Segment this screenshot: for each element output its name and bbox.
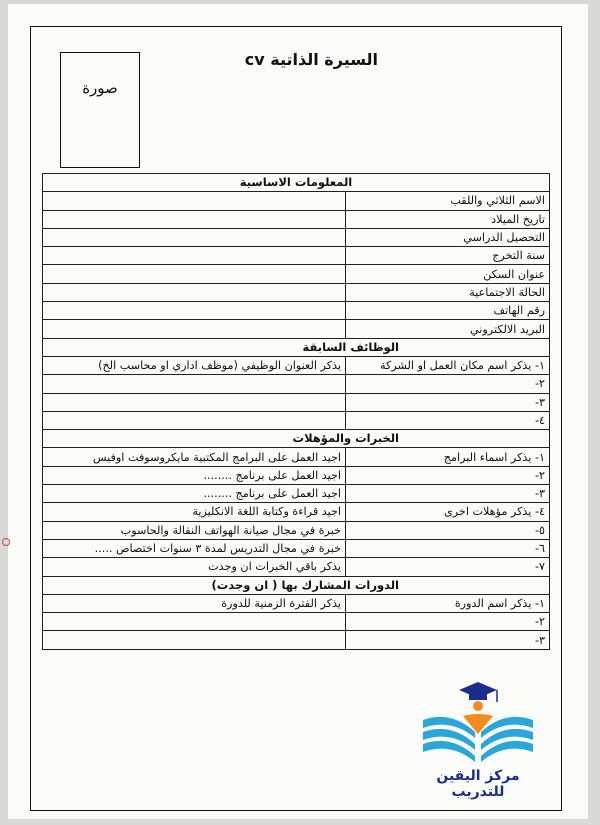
section-header-row xyxy=(43,576,550,594)
table-row xyxy=(43,247,550,265)
skill-detail: اجيد قراءة وكتابة اللغة الانكليزية xyxy=(43,503,346,521)
field-value xyxy=(43,302,346,320)
field-value xyxy=(43,228,346,246)
table-row xyxy=(43,539,550,557)
field-value xyxy=(43,265,346,283)
course-name: ٣- xyxy=(346,631,550,649)
field-label: الحالة الاجتماعية xyxy=(346,283,550,301)
skill-detail: اجيد العمل على برنامج ........ xyxy=(43,466,346,484)
training-center-logo xyxy=(413,672,543,800)
skill-detail: اجيد العمل على برنامج ........ xyxy=(43,485,346,503)
job-title xyxy=(43,411,346,429)
table-row xyxy=(43,265,550,283)
skill-detail: اجيد العمل على البرامج المكتبية مايكروسوفت اوفيس xyxy=(43,448,346,466)
field-value xyxy=(43,192,346,210)
field-value xyxy=(43,283,346,301)
logo-text: مركز اليقين للتدريب xyxy=(436,768,520,800)
section-header-row xyxy=(43,174,550,192)
field-label: البريد الالكتروني xyxy=(346,320,550,338)
edge-mark xyxy=(2,538,10,546)
cv-table xyxy=(42,173,550,650)
section-basic-info-header: المعلومات الاساسية xyxy=(43,174,550,192)
job-place: ٤- xyxy=(346,411,550,429)
table-row xyxy=(43,521,550,539)
table-row xyxy=(43,320,550,338)
skill-detail: يذكر باقي الخبرات ان وجدت xyxy=(43,558,346,576)
field-label: رقم الهاتف xyxy=(346,302,550,320)
table-row xyxy=(43,302,550,320)
section-previous-jobs-header: الوظائف السابقة xyxy=(43,338,550,356)
skill-label: ٤- يذكر مؤهلات اخرى xyxy=(346,503,550,521)
table-row xyxy=(43,356,550,374)
field-value xyxy=(43,320,346,338)
skill-label: ١- يذكر اسماء البرامج xyxy=(346,448,550,466)
course-period: يذكر الفترة الزمنية للدورة xyxy=(43,594,346,612)
skill-label: ٣- xyxy=(346,485,550,503)
table-row xyxy=(43,411,550,429)
open-book-logo-icon xyxy=(413,672,543,768)
section-header-row xyxy=(43,430,550,448)
job-place: ٢- xyxy=(346,375,550,393)
table-row xyxy=(43,631,550,649)
skill-label: ٦- xyxy=(346,539,550,557)
table-row xyxy=(43,485,550,503)
skill-detail: خبرة في مجال التدريس لمدة ٣ سنوات اختصاص ..... xyxy=(43,539,346,557)
job-title xyxy=(43,375,346,393)
table-row xyxy=(43,466,550,484)
course-period xyxy=(43,631,346,649)
course-name: ٢- xyxy=(346,613,550,631)
skill-label: ٧- xyxy=(346,558,550,576)
document-sheet xyxy=(8,4,588,819)
skill-label: ٥- xyxy=(346,521,550,539)
table-row xyxy=(43,228,550,246)
document-title: السيرة الذاتية cv xyxy=(244,50,378,69)
field-label: التحصيل الدراسي xyxy=(346,228,550,246)
table-row xyxy=(43,613,550,631)
field-label: سنة التخرج xyxy=(346,247,550,265)
table-row xyxy=(43,558,550,576)
skill-detail: خبرة في مجال صيانة الهواتف النقالة والحاسوب xyxy=(43,521,346,539)
skill-label: ٢- xyxy=(346,466,550,484)
table-row xyxy=(43,393,550,411)
course-period xyxy=(43,613,346,631)
table-row xyxy=(43,448,550,466)
course-name: ١- يذكر اسم الدورة xyxy=(346,594,550,612)
job-title: يذكر العنوان الوظيفي (موظف اداري او محاسب الخ) xyxy=(43,356,346,374)
field-value xyxy=(43,210,346,228)
field-label: عنوان السكن xyxy=(346,265,550,283)
table-row xyxy=(43,192,550,210)
section-skills-header: الخبرات والمؤهلات xyxy=(43,430,550,448)
section-header-row xyxy=(43,338,550,356)
photo-label: صورة xyxy=(82,79,118,97)
field-label: الاسم الثلاثي واللقب xyxy=(346,192,550,210)
field-label: تاريخ الميلاد xyxy=(346,210,550,228)
section-courses-header: الدورات المشارك بها ( ان وجدت) xyxy=(43,576,550,594)
job-title xyxy=(43,393,346,411)
job-place: ١- يذكر اسم مكان العمل او الشركة xyxy=(346,356,550,374)
table-row xyxy=(43,503,550,521)
field-value xyxy=(43,247,346,265)
photo-placeholder xyxy=(60,52,140,168)
table-row xyxy=(43,594,550,612)
table-row xyxy=(43,375,550,393)
table-row xyxy=(43,210,550,228)
table-row xyxy=(43,283,550,301)
job-place: ٣- xyxy=(346,393,550,411)
